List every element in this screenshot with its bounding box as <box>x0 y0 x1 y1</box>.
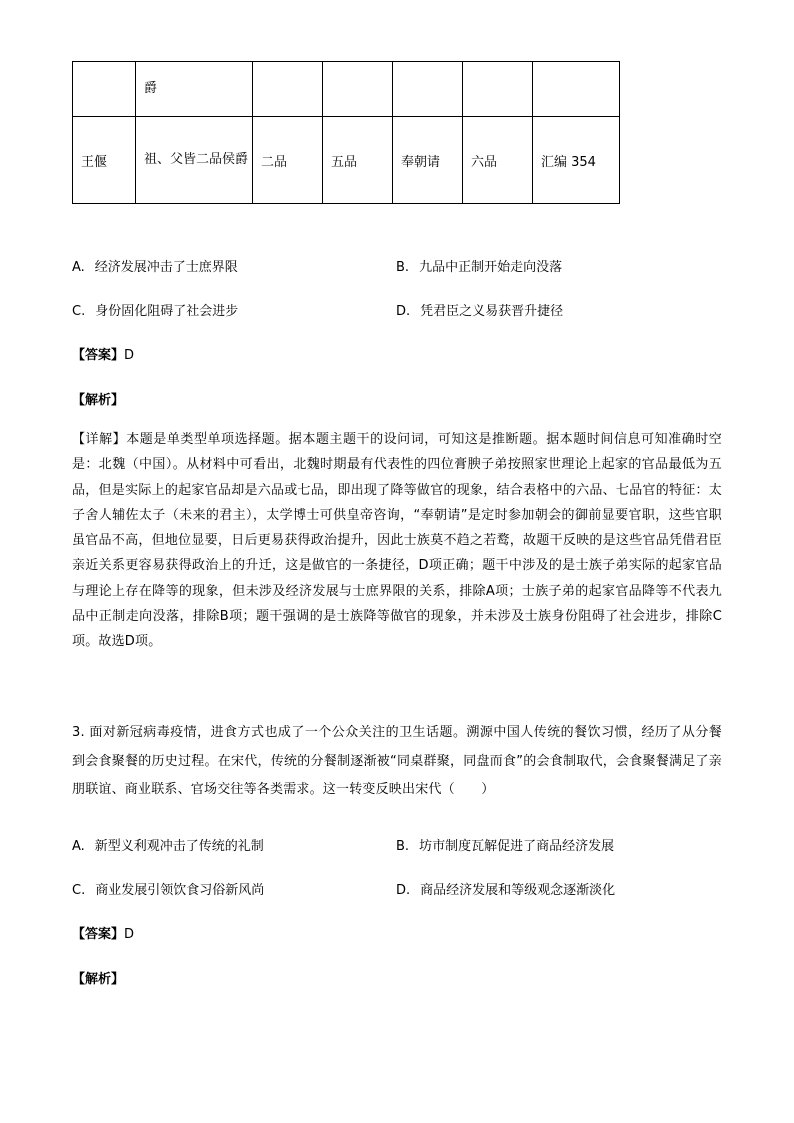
option-text: 商业发展引领饮食习俗新风尚 <box>95 883 265 898</box>
option-letter: A. <box>72 839 85 854</box>
table-cell-theory <box>253 62 323 117</box>
q3-option-c[interactable] <box>72 879 264 898</box>
table-cell-role <box>393 62 463 117</box>
q2-option-b[interactable] <box>396 256 562 275</box>
q2-option-c[interactable] <box>72 300 238 319</box>
table-cell-theory: 二品 <box>253 117 323 204</box>
table-cell-real: 五品 <box>323 117 393 204</box>
answer-label: 【答案】 <box>72 927 125 942</box>
option-text: 坊市制度瓦解促进了商品经济发展 <box>419 839 615 854</box>
option-text: 身份固化阻碍了社会进步 <box>95 304 239 319</box>
table-cell-role: 奉朝请 <box>393 117 463 204</box>
official-rank-table <box>72 61 620 204</box>
q3-option-b[interactable] <box>396 835 614 854</box>
table-cell-grade <box>463 62 533 117</box>
table-cell-origin: 祖、父皆二品侯爵 <box>136 117 253 204</box>
table-cell-name <box>73 62 136 117</box>
option-letter: C. <box>72 304 86 319</box>
option-text: 九品中正制开始走向没落 <box>419 260 563 275</box>
q2-option-d[interactable] <box>396 300 563 319</box>
table-cell-source: 汇编 354 <box>533 117 620 204</box>
option-letter: B. <box>396 260 410 275</box>
table-row <box>73 62 620 117</box>
answer-value: D <box>124 927 135 942</box>
q2-detail-paragraph: 【详解】本题是单类型单项选择题。据本题主题干的设问词，可知这是推断题。据本题时间信息可知准确时空是：北魏（中国）。从材料中可看出，北魏时期最有代表性的四位膏腴子弟按照家世理论上起家的官品最低为五品，但是实际上的起家官品却是六品或七品，即出现了降等做官的现象，结合表格中的六品、七品官的特征：太子舍人辅佐太子（未来的君主），太学博士可供皇帝咨询，“奉朝请”是定时参加朝会的御前显要官职，这些官职虽官品不高，但地位显要，日后更易获得政治提升，因此士族莫不趋之若鹜，故题干反映的是这些官品凭借君臣亲近关系更容易获得政治上的升迁，这是做官的一条捷径，D项正确；题干中涉及的是士族子弟实际的起家官品与理论上存在降等的现象，但未涉及经济发展与士庶界限的关系，排除A项；士族子弟的起家官品降等不代表九品中正制走向没落，排除B项；题干强调的是士族降等做官的现象，并未涉及士族身份阻碍了社会进步，排除C项。故选D项。 <box>72 432 722 650</box>
q3-question-stem: 3. 面对新冠病毒疫情，进食方式也成了一个公众关注的卫生话题。溯源中国人传统的餐饮习惯，经历了从分餐到会食聚餐的历史过程。在宋代，传统的分餐制逐渐被“同桌群聚，同盘而食”的会食制取代，会食聚餐满足了亲朋联谊、商业联系、官场交往等各类需求。这一转变反映出宋代（ ） <box>72 725 722 797</box>
table-row <box>73 117 620 204</box>
q3-analysis-label: 【解析】 <box>72 972 125 987</box>
answer-value: D <box>124 348 135 363</box>
q2-option-a[interactable] <box>72 256 238 275</box>
option-letter: D. <box>396 883 411 898</box>
option-text: 经济发展冲击了士庶界限 <box>94 260 238 275</box>
option-letter: A. <box>72 260 85 275</box>
option-letter: B. <box>396 839 410 854</box>
option-letter: C. <box>72 883 86 898</box>
table-cell-grade: 六品 <box>463 117 533 204</box>
table-cell-name: 王偃 <box>73 117 136 204</box>
q2-answer <box>72 344 134 363</box>
option-text: 新型义利观冲击了传统的礼制 <box>94 839 264 854</box>
answer-label: 【答案】 <box>72 348 125 363</box>
q3-answer <box>72 923 134 942</box>
table-cell-source <box>533 62 620 117</box>
q2-analysis-label: 【解析】 <box>72 393 125 408</box>
table-cell-origin: 爵 <box>136 62 253 117</box>
option-text: 商品经济发展和等级观念逐渐淡化 <box>420 883 616 898</box>
option-text: 凭君臣之义易获晋升捷径 <box>420 304 564 319</box>
table-cell-real <box>323 62 393 117</box>
q3-option-a[interactable] <box>72 835 264 854</box>
q3-option-d[interactable] <box>396 879 615 898</box>
option-letter: D. <box>396 304 411 319</box>
